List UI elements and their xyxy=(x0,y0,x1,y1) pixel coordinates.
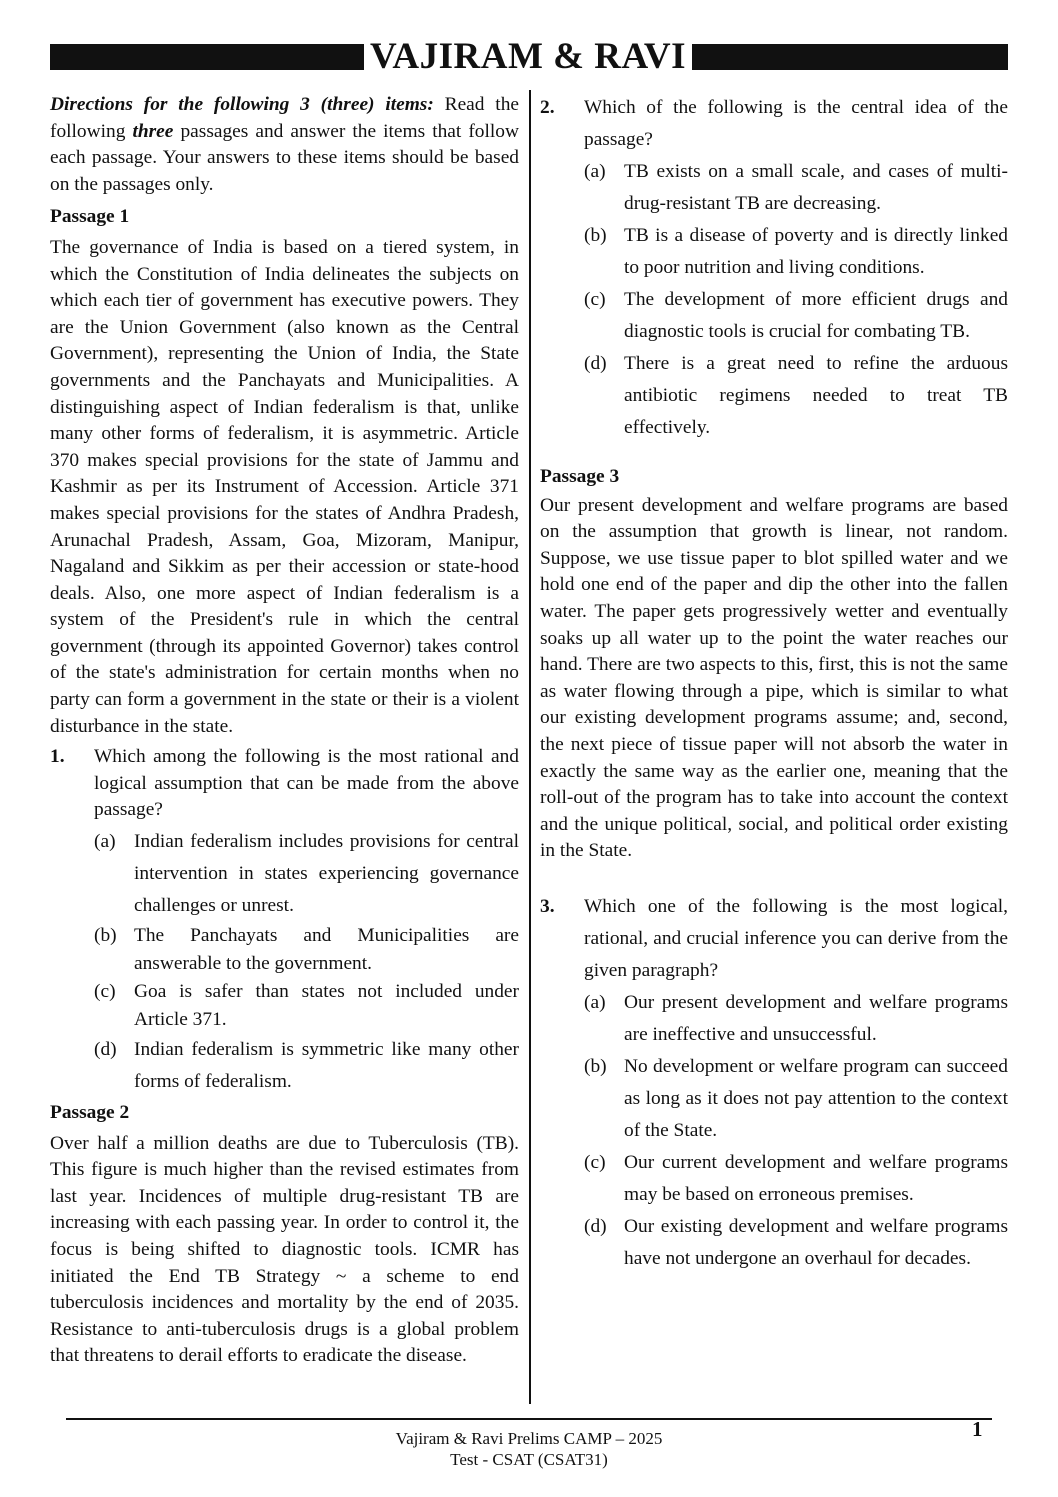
brand-title: VAJIRAM & RAVI xyxy=(369,36,687,77)
question-3-option-d xyxy=(584,1211,1008,1275)
option-label: (d) xyxy=(584,1215,607,1237)
option-text: Indian federalism is symmetric like many other forms of federalism. xyxy=(134,1039,519,1093)
question-2-text: Which of the following is the central idea of the passage? xyxy=(584,97,1008,150)
header-bar-left xyxy=(50,44,364,70)
option-text: Indian federalism includes provisions for central intervention in states experiencing governance challenges or unrest. xyxy=(134,831,519,917)
directions-emph: three xyxy=(132,120,174,142)
question-2 xyxy=(540,92,1008,444)
directions-post: passages and answer the items that follow each passage. Your answers to these items should be based on the passages only. xyxy=(50,120,519,195)
question-3-option-a xyxy=(584,987,1008,1051)
question-3-text: Which one of the following is the most logical, rational, and crucial inference you can derive from the given paragraph? xyxy=(584,895,1008,981)
question-1-number: 1. xyxy=(50,746,65,768)
option-text: Our present development and welfare programs are ineffective and unsuccessful. xyxy=(624,991,1008,1045)
option-text: Our current development and welfare programs may be based on erroneous premises. xyxy=(624,1151,1008,1205)
option-label: (c) xyxy=(584,1151,606,1173)
option-text: TB is a disease of poverty and is directly linked to poor nutrition and living conditions. xyxy=(624,225,1008,278)
option-text: Our existing development and welfare programs have not undergone an overhaul for decades. xyxy=(624,1215,1008,1269)
column-divider xyxy=(529,90,531,1404)
passage-1-heading: Passage 1 xyxy=(50,206,130,228)
option-label: (c) xyxy=(584,289,606,310)
option-label: (d) xyxy=(584,353,607,374)
option-label: (d) xyxy=(94,1039,117,1061)
option-label: (b) xyxy=(94,925,117,947)
option-label: (b) xyxy=(584,225,607,246)
option-label: (a) xyxy=(94,831,116,853)
question-3-option-b xyxy=(584,1051,1008,1147)
question-1-option-b xyxy=(94,922,519,978)
question-3 xyxy=(540,891,1008,1275)
directions xyxy=(50,92,519,198)
question-3-number: 3. xyxy=(540,895,555,917)
option-text: TB exists on a small scale, and cases of multi-drug-resistant TB are decreasing. xyxy=(624,161,1008,214)
question-2-number: 2. xyxy=(540,97,555,118)
option-text: No development or welfare program can succeed as long as it does not pay attention to the context of the State. xyxy=(624,1055,1008,1141)
page-footer xyxy=(0,1428,1058,1470)
page-number: 1 xyxy=(972,1417,983,1441)
option-text: Goa is safer than states not included under Article 371. xyxy=(134,981,519,1031)
question-1-text: Which among the following is the most rational and logical assumption that can be made from the above passage? xyxy=(94,746,519,821)
option-text: The Panchayats and Municipalities are answerable to the government. xyxy=(134,925,519,975)
option-text: The development of more efficient drugs and diagnostic tools is crucial for combating TB. xyxy=(624,289,1008,342)
header-bar-right xyxy=(692,44,1008,70)
question-1-option-c xyxy=(94,978,519,1034)
footer-line-1: Vajiram & Ravi Prelims CAMP – 2025 xyxy=(395,1429,663,1448)
right-column xyxy=(540,92,1008,1275)
question-1-option-a xyxy=(94,826,519,922)
passage-2-heading: Passage 2 xyxy=(50,1102,130,1124)
question-2-option-c xyxy=(584,284,1008,348)
question-1-option-d xyxy=(94,1034,519,1098)
left-column xyxy=(50,92,519,1370)
question-3-option-c xyxy=(584,1147,1008,1211)
passage-3-text: Our present development and welfare programs are based on the assumption that growth is linear, not random. Suppose, we use tissue paper to blot spilled water and we hold one end of the paper and dip the other into the fallen water. The paper gets progressively wetter and eventually soaks up all water up to the point the water reaches our hand. There are two aspects to this, first, this is not the same as water flowing through a pipe, which is similar to what our existing development programs assume; and, second, the next piece of tissue paper will not absorb the water in exactly the same way as the earlier one, meaning that the roll-out of the program has to take into account the context and the unique political, social, and political order existing in the State. xyxy=(540,494,1008,862)
question-2-option-b xyxy=(584,220,1008,284)
passage-1-text: The governance of India is based on a tiered system, in which the Constitution of India delineates the subjects on which each tier of government has executive powers. They are the Union Government (also known as the Central Government), representing the Union of India, the State governments and the Panchayats and Municipalities. A distinguishing aspect of Indian federalism is that, unlike many other forms of federalism, it is asymmetric. Article 370 makes special provisions for the state of Jammu and Kashmir as per its Instrument of Accession. Article 371 makes special provisions for the states of Andhra Pradesh, Arunachal Pradesh, Assam, Goa, Mizoram, Manipur, Nagaland and Sikkim as per their accession or state-hood deals. Also, one more aspect of Indian federalism is a system of the President's rule in which the central government (through its appointed Governor) takes control of the state's administration for certain months when no party can form a government in the state or their is a violent disturbance in the state. xyxy=(50,236,519,737)
option-label: (b) xyxy=(584,1055,607,1077)
directions-lead: Directions for the following 3 (three) items: xyxy=(50,94,434,115)
question-2-option-a xyxy=(584,156,1008,220)
option-label: (a) xyxy=(584,991,606,1013)
option-label: (c) xyxy=(94,981,116,1003)
option-text: There is a great need to refine the arduous antibiotic regimens needed to treat TB effectively. xyxy=(624,353,1008,438)
page-header xyxy=(50,36,1008,77)
passage-3-heading: Passage 3 xyxy=(540,466,620,487)
option-label: (a) xyxy=(584,161,606,182)
passage-2-text: Over half a million deaths are due to Tuberculosis (TB). This figure is much higher than the revised estimates from last year. Incidences of multiple drug-resistant TB are increasing with each passing year. In order to control it, the focus is being shifted to diagnostic tools. ICMR has initiated the End TB Strategy ~ a scheme to end tuberculosis incidences and mortality by the end of 2035. Resistance to anti-tuberculosis drugs is a global problem that threatens to derail efforts to eradicate the disease. xyxy=(50,1132,519,1367)
footer-line-2: Test - CSAT (CSAT31) xyxy=(450,1450,608,1469)
footer-rule xyxy=(66,1418,992,1420)
question-1 xyxy=(50,744,519,1098)
question-2-option-d xyxy=(584,348,1008,444)
directions-pre: Read the following xyxy=(50,94,519,142)
